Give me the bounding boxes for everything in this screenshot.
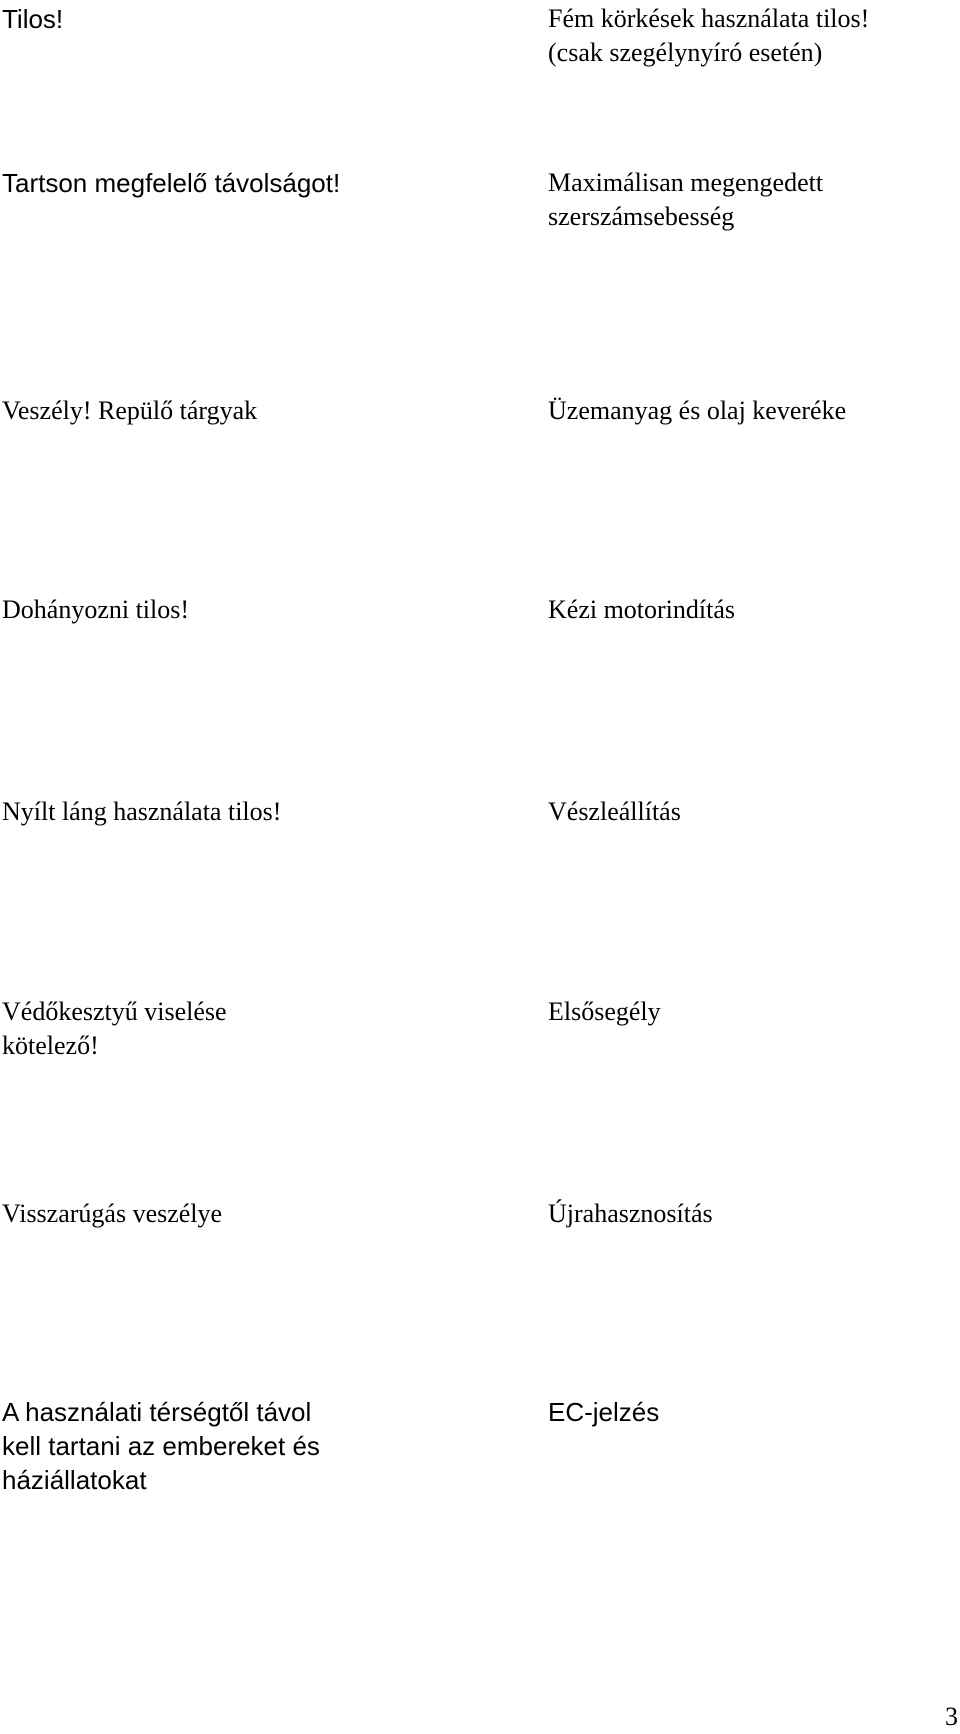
label-line: szerszámsebesség (548, 202, 735, 231)
symbol-label-row-2-left (2, 166, 340, 200)
symbol-label-row-5-right (548, 795, 681, 829)
symbol-label-row-7-left (2, 1197, 222, 1231)
label-line: Tilos! (2, 4, 64, 34)
label-line: (csak szegélynyíró esetén) (548, 38, 823, 67)
page-number: 3 (945, 1702, 958, 1731)
label-line: Kézi motorindítás (548, 595, 736, 624)
label-line: Vészleállítás (548, 797, 681, 826)
label-line: Újrahasznosítás (548, 1199, 713, 1228)
label-line: kötelező! (2, 1031, 99, 1060)
symbol-label-row-7-right (548, 1197, 713, 1231)
label-line: Visszarúgás veszélye (2, 1199, 223, 1228)
label-line: Nyílt láng használata tilos! (2, 797, 282, 826)
symbol-label-row-8-left (2, 1395, 320, 1497)
label-line: Üzemanyag és olaj keveréke (548, 396, 847, 425)
symbol-label-row-1-right (548, 2, 869, 70)
label-line: Védőkesztyű viselése (2, 997, 227, 1026)
label-line: Fém körkések használata tilos! (548, 4, 870, 33)
symbol-label-row-2-right (548, 166, 823, 234)
symbol-label-row-1-left (2, 2, 63, 36)
label-line: kell tartani az embereket és (2, 1431, 320, 1461)
label-line: EC-jelzés (548, 1397, 660, 1427)
label-line: Elsősegély (548, 997, 661, 1026)
symbol-label-row-5-left (2, 795, 281, 829)
label-line: Dohányozni tilos! (2, 595, 190, 624)
symbol-label-row-6-left (2, 995, 227, 1063)
symbol-label-row-6-right (548, 995, 661, 1029)
symbol-label-row-4-right (548, 593, 735, 627)
label-line: Veszély! Repülő tárgyak (2, 396, 258, 425)
label-line: háziállatokat (2, 1465, 147, 1495)
symbol-label-row-4-left (2, 593, 189, 627)
symbol-label-row-3-left (2, 394, 257, 428)
label-line: A használati térségtől távol (2, 1397, 312, 1427)
symbol-label-row-8-right (548, 1395, 659, 1429)
symbol-label-row-3-right (548, 394, 846, 428)
label-line: Tartson megfelelő távolságot! (2, 168, 341, 198)
label-line: Maximálisan megengedett (548, 168, 824, 197)
